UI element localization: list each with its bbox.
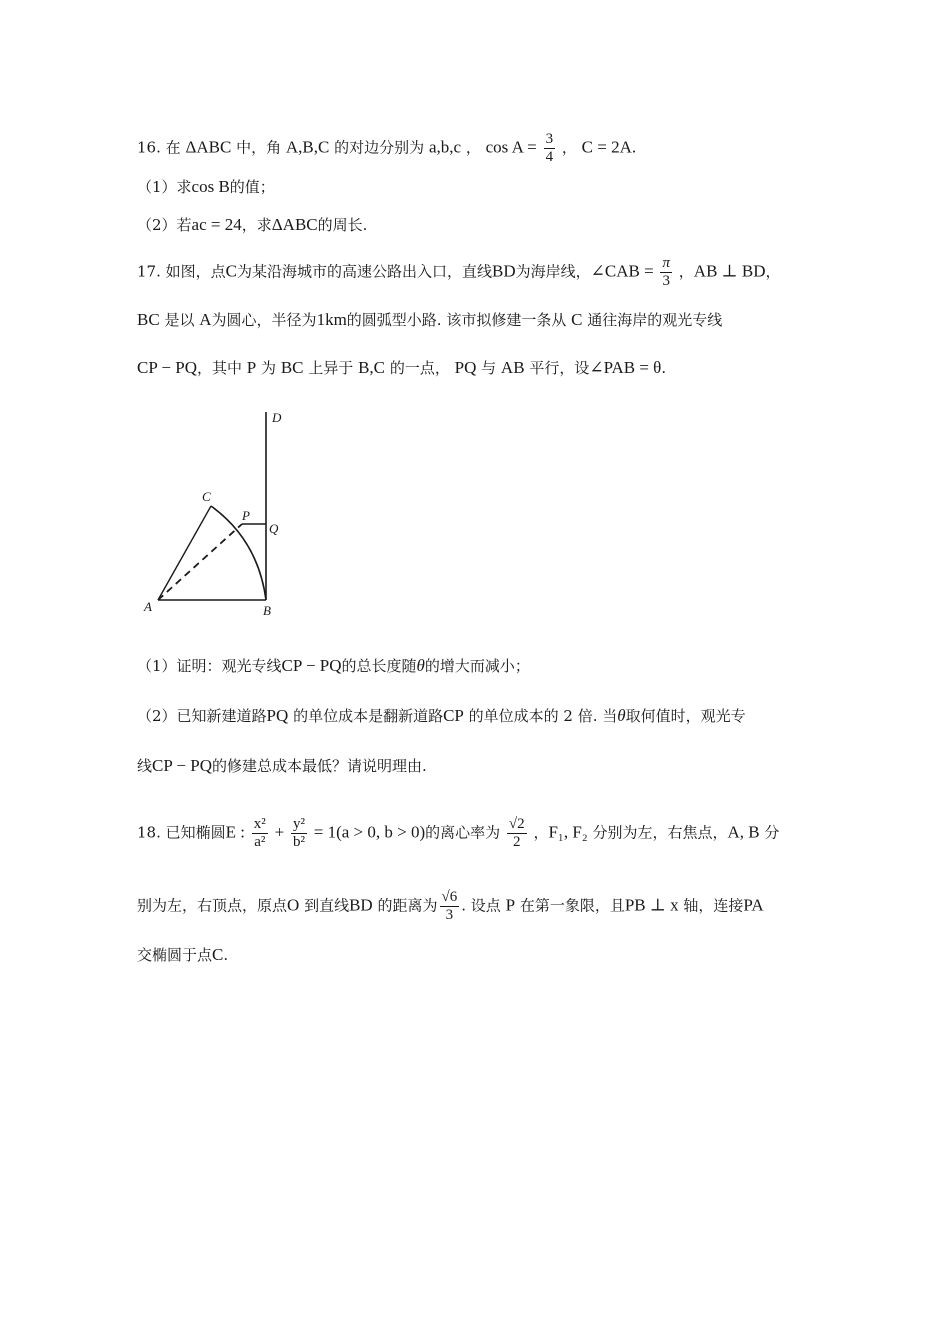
math: cos A = <box>485 137 537 157</box>
q17-line1 <box>137 255 781 290</box>
numerator: √6 <box>441 889 458 905</box>
text: ，求 <box>241 216 272 234</box>
math: ac = 24 <box>191 215 242 234</box>
q17-part1 <box>137 656 530 676</box>
fraction-sqrt6-3 <box>440 889 460 924</box>
math: PQ <box>266 706 289 725</box>
math: θ <box>617 706 626 725</box>
label-a: A <box>144 599 152 614</box>
label-b: B <box>263 603 271 618</box>
numerator: π <box>662 255 670 271</box>
text: 为某沿海城市的高速公路出入口，直线 <box>237 262 493 281</box>
line-ac <box>158 506 211 600</box>
text: 为 <box>261 359 277 377</box>
denominator: 2 <box>513 834 521 850</box>
text: 的值； <box>229 178 275 196</box>
q16-number: 16. <box>137 138 161 157</box>
text: 的修建总成本最低？请说明理由. <box>212 757 427 775</box>
text: 的周长. <box>317 216 368 234</box>
math: cos B <box>191 177 230 196</box>
q18-line2 <box>137 889 764 924</box>
text: 的对边分别为 <box>334 138 425 157</box>
math: A,B,C <box>285 137 330 157</box>
math: O <box>287 895 300 915</box>
q16-line1 <box>137 131 636 166</box>
text: （1）证明：观光专线 <box>137 657 282 675</box>
denominator: a² <box>254 834 266 850</box>
math: P <box>246 358 257 377</box>
geometry-diagram <box>130 400 300 625</box>
text: ， <box>765 262 781 281</box>
math: A, B <box>727 822 760 842</box>
text: 别为左，右顶点，原点 <box>137 896 288 915</box>
q16-part2 <box>137 215 367 235</box>
label-q: Q <box>269 521 279 536</box>
text: 的一点， <box>389 359 450 377</box>
text: 的单位成本的 2 倍. 当 <box>468 707 618 725</box>
math: ΔABC <box>271 215 318 234</box>
text: 已知椭圆 <box>165 823 226 842</box>
text: 的单位成本是翻新道路 <box>293 707 444 725</box>
text: 取何值时，观光专 <box>625 707 746 725</box>
text: . <box>661 359 667 377</box>
text: （1）求 <box>137 178 192 196</box>
text: 分 <box>764 823 780 842</box>
text: 到直线 <box>304 896 350 915</box>
math: AB <box>500 358 525 377</box>
math: CP <box>443 706 464 725</box>
text: 通往海岸的观光专线 <box>587 311 723 329</box>
text: 中，角 <box>236 138 282 157</box>
numerator: 3 <box>545 131 554 147</box>
math: PQ <box>454 358 477 377</box>
text: ， <box>561 138 577 157</box>
math: ΔABC <box>185 137 232 157</box>
text: 的总长度随 <box>341 657 417 675</box>
text: ， <box>678 262 694 281</box>
text: 为海岸线， <box>515 262 591 281</box>
segment-ap <box>158 524 242 600</box>
math: BC <box>137 310 160 329</box>
math: ∠PAB = θ <box>589 358 662 377</box>
math: ∠CAB = <box>590 261 654 281</box>
q18-line1 <box>137 816 779 851</box>
numerator: √2 <box>508 816 525 832</box>
text: 的圆弧型小路. 该市拟修建一条从 <box>346 311 567 329</box>
math: B,C <box>358 358 386 377</box>
text: 交椭圆于点 <box>137 946 213 964</box>
text: 的离心率为 <box>425 823 501 842</box>
numerator: y² <box>292 816 305 832</box>
math: C <box>212 945 224 964</box>
text: （2）已知新建道路 <box>137 707 267 725</box>
text: ， <box>465 138 481 157</box>
text: ， <box>533 823 549 842</box>
text: 轴，连接 <box>683 896 744 915</box>
q17-line3 <box>137 358 666 378</box>
q18-number: 18. <box>137 823 161 842</box>
text: 为圆心，半径为 <box>211 311 317 329</box>
math: CP − PQ <box>152 756 212 775</box>
text: 是以 <box>164 311 195 329</box>
math: PB ⊥ x <box>624 895 679 915</box>
text: . 设点 <box>461 896 501 915</box>
math: P <box>505 895 516 915</box>
denominator: b² <box>292 834 305 850</box>
numerator: x² <box>253 816 266 832</box>
fraction-cos-a <box>544 131 556 166</box>
math: E : <box>225 822 246 842</box>
q17-line2 <box>137 310 722 330</box>
text: 线 <box>137 757 153 775</box>
label-d: D <box>272 410 282 425</box>
math: a,b,c <box>428 137 462 157</box>
text: 在 <box>165 138 181 157</box>
denominator: 3 <box>445 907 454 923</box>
math: AB ⊥ BD <box>693 261 766 281</box>
math: θ <box>416 656 425 675</box>
math: PA <box>743 895 764 915</box>
denominator: 3 <box>662 273 670 289</box>
math: CP − PQ <box>281 656 342 675</box>
math: C = 2A. <box>581 137 637 157</box>
q17-part2-line2 <box>137 756 427 776</box>
text: ，其中 <box>196 359 242 377</box>
text: 的增大而减小； <box>424 657 530 675</box>
text: （2）若 <box>137 216 192 234</box>
math: BD <box>492 261 516 281</box>
fraction-sqrt2-2 <box>507 816 527 851</box>
math: + <box>274 822 285 842</box>
text: . <box>223 946 229 964</box>
text: 与 <box>481 359 497 377</box>
math: BC <box>280 358 304 377</box>
fraction-pi-3 <box>660 255 672 290</box>
math: BD <box>349 895 373 915</box>
math: C <box>571 310 583 329</box>
math: F₁, F₂ <box>548 822 588 842</box>
label-c: C <box>202 489 211 504</box>
text: 的距离为 <box>377 896 438 915</box>
q17-number: 17. <box>137 262 161 281</box>
math: CP − PQ <box>137 358 197 377</box>
label-p: P <box>242 508 250 523</box>
q16-part1 <box>137 177 275 197</box>
q17-part2-line1 <box>137 706 746 726</box>
text: 在第一象限，且 <box>519 896 625 915</box>
text: 分别为左，右焦点， <box>592 823 728 842</box>
fraction-x2-a2 <box>252 816 268 851</box>
denominator: 4 <box>545 149 554 165</box>
text: 上异于 <box>308 359 354 377</box>
math: 1km <box>316 310 347 329</box>
arc-bc <box>211 506 266 600</box>
text: 如图，点 <box>165 262 226 281</box>
math: C <box>225 261 237 281</box>
fraction-y2-b2 <box>291 816 307 851</box>
math: A <box>199 310 212 329</box>
q18-line3 <box>137 945 228 965</box>
text: 平行，设 <box>529 359 590 377</box>
math: = 1(a > 0, b > 0) <box>313 822 426 842</box>
